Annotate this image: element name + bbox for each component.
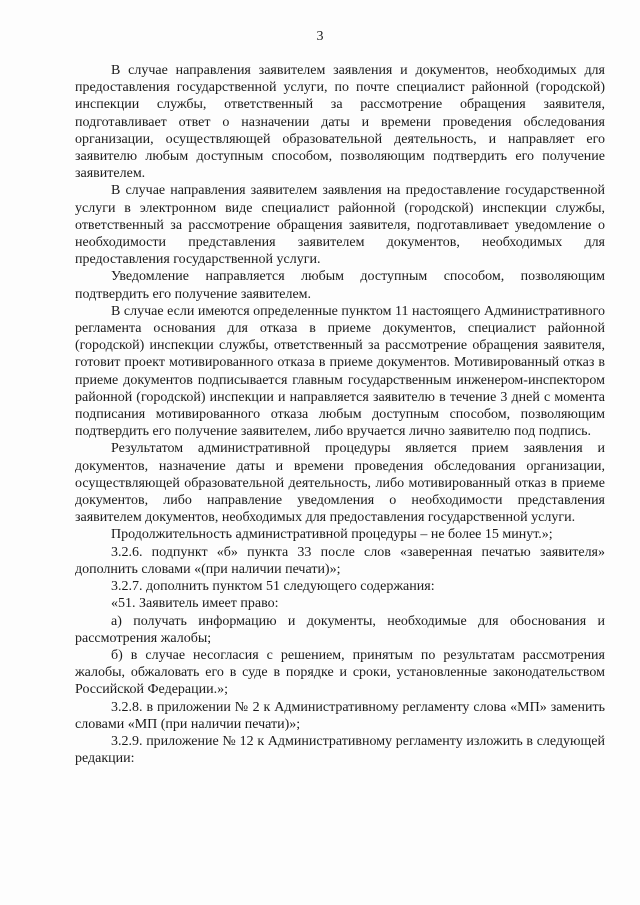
paragraph-point-51-heading: «51. Заявитель имеет право: [111,596,279,612]
paragraph-item-3-2-9: 3.2.9. приложение № 12 к Административному регламенту изложить в следующей редакции: [75,733,605,767]
paragraph-item-3-2-7: 3.2.7. дополнить пунктом 51 следующего содержания: [111,579,435,595]
paragraph-notification-delivery: Уведомление направляется любым доступным способом, позволяющим подтвердить его получение заявителем. [75,269,605,302]
paragraph-item-3-2-8: 3.2.8. в приложении № 2 к Административному регламенту слова «МП» заменить словами «МП (при наличии печати)»; [75,699,605,732]
page-number: 3 [316,29,324,44]
paragraph-refusal-grounds: В случае если имеются определенные пунктом 11 настоящего Административного регламента основания для отказа в приеме документов, специалист районной (городской) инспекции службы, ответственный за рассмотрение обращения заявителя, готовит проект мотивированного отказа в приеме документов. Мотивированный отказ в приеме документов подписывается главным государственным инженером-инспектором районной (городской) инспекции и направляется заявителю в течение 3 дней с момента подписания мотивированного отказа любым доступным способом, позволяющим подтвердить его получение заявителем, либо вручается лично заявителю под подпись. [75,303,605,440]
paragraph-electronic-application: В случае направления заявителем заявления на предоставление государственной услуги в электронном виде специалист районной (городской) инспекции службы, ответственный за рассмотрение обращения заявителя, подготавливает уведомление о необходимости представления заявителем документов, необходимых для предоставления государственной услуги. [75,183,605,268]
paragraph-procedure-duration: Продолжительность административной процедуры – не более 15 минут.»; [111,527,553,543]
paragraph-procedure-result: Результатом административной процедуры является прием заявления и документов, назначение даты и времени проведения обследования организации, осуществляющей образовательной деятельность, либо мотивированный отказ в приеме документов, либо направление уведомления о необходимости представления заявителем документов, необходимых для предоставления государственной услуги. [75,441,605,526]
paragraph-postal-application: В случае направления заявителем заявления и документов, необходимых для предоставления государственной услуги, по почте специалист районной (городской) инспекции службы, ответственный за рассмотрение обращения заявителя, подготавливает ответ о назначении даты и времени проведения обследования организации, осуществляющей образовательной деятельность, и направляет его заявителю любым доступным способом, позволяющим подтвердить его получение заявителем. [75,63,605,182]
paragraph-item-3-2-6: 3.2.6. подпункт «б» пункта 33 после слов «заверенная печатью заявителя» дополнить словами «(при наличии печати)»; [75,544,605,577]
paragraph-point-51-a: а) получать информацию и документы, необходимые для обоснования и рассмотрения жалобы; [75,613,605,646]
paragraph-point-51-b: б) в случае несогласия с решением, принятым по результатам рассмотрения жалобы, обжаловать его в суде в порядке и сроки, установленные законодательством Российской Федерации.»; [75,647,605,698]
document-body [75,62,605,767]
